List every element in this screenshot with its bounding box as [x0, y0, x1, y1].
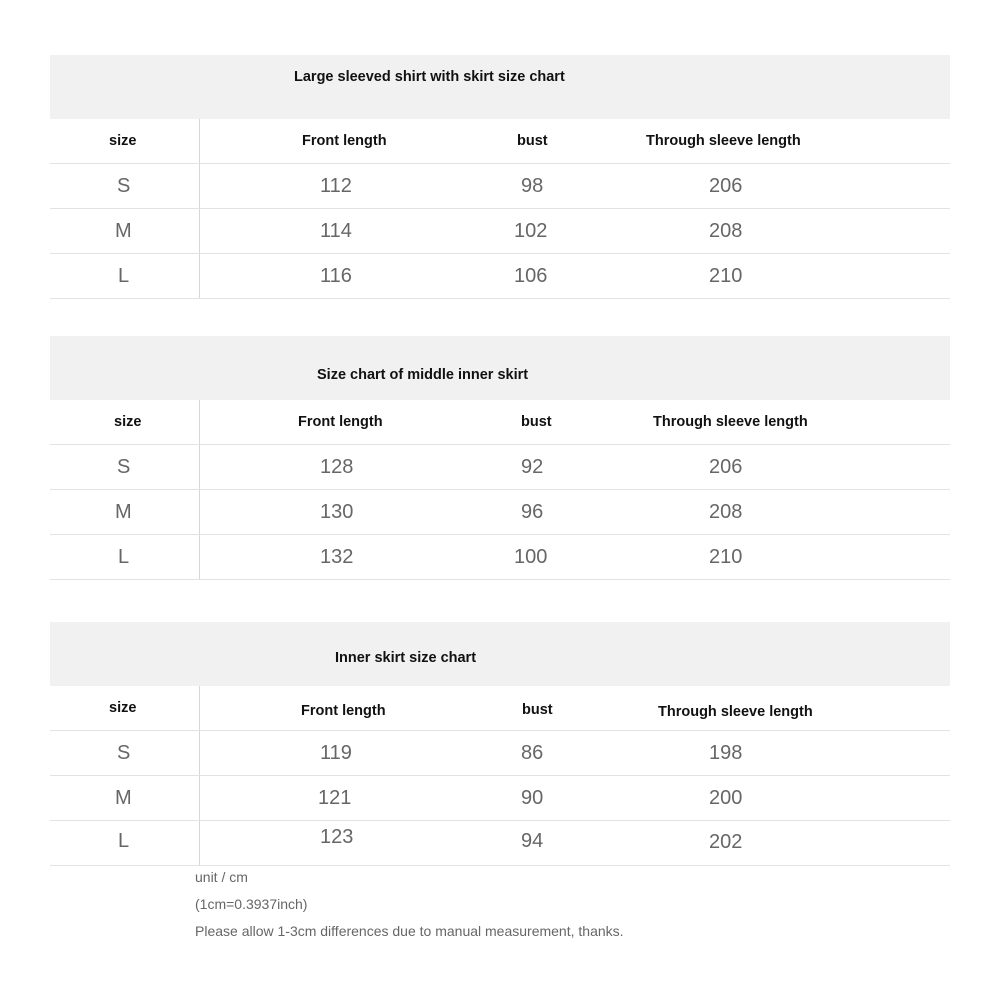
unit-note: unit / cm — [195, 869, 248, 885]
chart-title-bar — [50, 336, 950, 400]
cell-front-length: 112 — [320, 175, 352, 197]
table-row — [50, 731, 950, 776]
cell-bust: 102 — [514, 220, 548, 242]
cell-sleeve-length: 210 — [709, 265, 743, 287]
cell-front-length: 116 — [320, 265, 352, 287]
cell-sleeve-length: 208 — [709, 220, 743, 242]
cell-size: L — [118, 830, 130, 852]
chart-title: Inner skirt size chart — [335, 650, 477, 666]
chart-title-bar — [50, 55, 950, 119]
chart-title-bar — [50, 622, 950, 686]
table-row — [50, 209, 950, 254]
table-row — [50, 164, 950, 209]
cell-sleeve-length: 206 — [709, 175, 743, 197]
disclaimer-note: Please allow 1-3cm differences due to manual measurement, thanks. — [195, 923, 624, 939]
cell-sleeve-length: 200 — [709, 787, 743, 809]
table-row — [50, 821, 950, 866]
header-front-length: Front length — [301, 703, 386, 719]
cell-bust: 100 — [514, 546, 548, 568]
header-bust: bust — [522, 702, 553, 718]
cell-bust: 98 — [521, 175, 544, 197]
size-chart-large-sleeved-shirt — [50, 55, 950, 299]
header-bust: bust — [521, 414, 552, 430]
chart-title: Large sleeved shirt with skirt size chart — [294, 69, 565, 85]
cell-sleeve-length: 206 — [709, 456, 743, 478]
header-sleeve-length: Through sleeve length — [646, 133, 801, 149]
header-size: size — [109, 700, 137, 716]
header-size: size — [109, 133, 137, 149]
cell-front-length: 123 — [320, 826, 354, 848]
cell-front-length: 128 — [320, 456, 354, 478]
cell-bust: 106 — [514, 265, 548, 287]
cell-front-length: 114 — [320, 220, 352, 242]
cell-size: L — [118, 265, 130, 287]
cell-front-length: 130 — [320, 501, 354, 523]
cell-size: M — [115, 787, 132, 809]
header-size: size — [114, 414, 142, 430]
cell-front-length: 121 — [318, 787, 352, 809]
header-sleeve-length: Through sleeve length — [653, 414, 808, 430]
table-row — [50, 445, 950, 490]
header-front-length: Front length — [298, 414, 383, 430]
cell-size: S — [117, 456, 131, 478]
cell-sleeve-length: 210 — [709, 546, 743, 568]
table-row — [50, 776, 950, 821]
cell-bust: 92 — [521, 456, 544, 478]
cell-sleeve-length: 198 — [709, 742, 743, 764]
cell-size: M — [115, 501, 132, 523]
measurement-notes — [195, 868, 624, 949]
cell-bust: 90 — [521, 787, 544, 809]
table-row — [50, 254, 950, 299]
cell-bust: 94 — [521, 830, 544, 852]
cell-size: M — [115, 220, 132, 242]
cell-size: L — [118, 546, 130, 568]
size-chart-inner-skirt — [50, 622, 950, 866]
table-header-row — [50, 400, 950, 445]
conversion-note: (1cm=0.3937inch) — [195, 896, 308, 912]
header-front-length: Front length — [302, 133, 387, 149]
header-bust: bust — [517, 133, 548, 149]
table-header-row — [50, 119, 950, 164]
table-row — [50, 490, 950, 535]
cell-front-length: 132 — [320, 546, 354, 568]
chart-title: Size chart of middle inner skirt — [317, 367, 529, 383]
cell-sleeve-length: 208 — [709, 501, 743, 523]
cell-sleeve-length: 202 — [709, 831, 743, 853]
size-chart-middle-inner-skirt — [50, 336, 950, 580]
table-row — [50, 535, 950, 580]
cell-size: S — [117, 175, 131, 197]
cell-bust: 86 — [521, 742, 544, 764]
cell-front-length: 119 — [320, 742, 352, 764]
header-sleeve-length: Through sleeve length — [658, 704, 813, 720]
cell-bust: 96 — [521, 501, 544, 523]
cell-size: S — [117, 742, 131, 764]
table-header-row — [50, 686, 950, 731]
